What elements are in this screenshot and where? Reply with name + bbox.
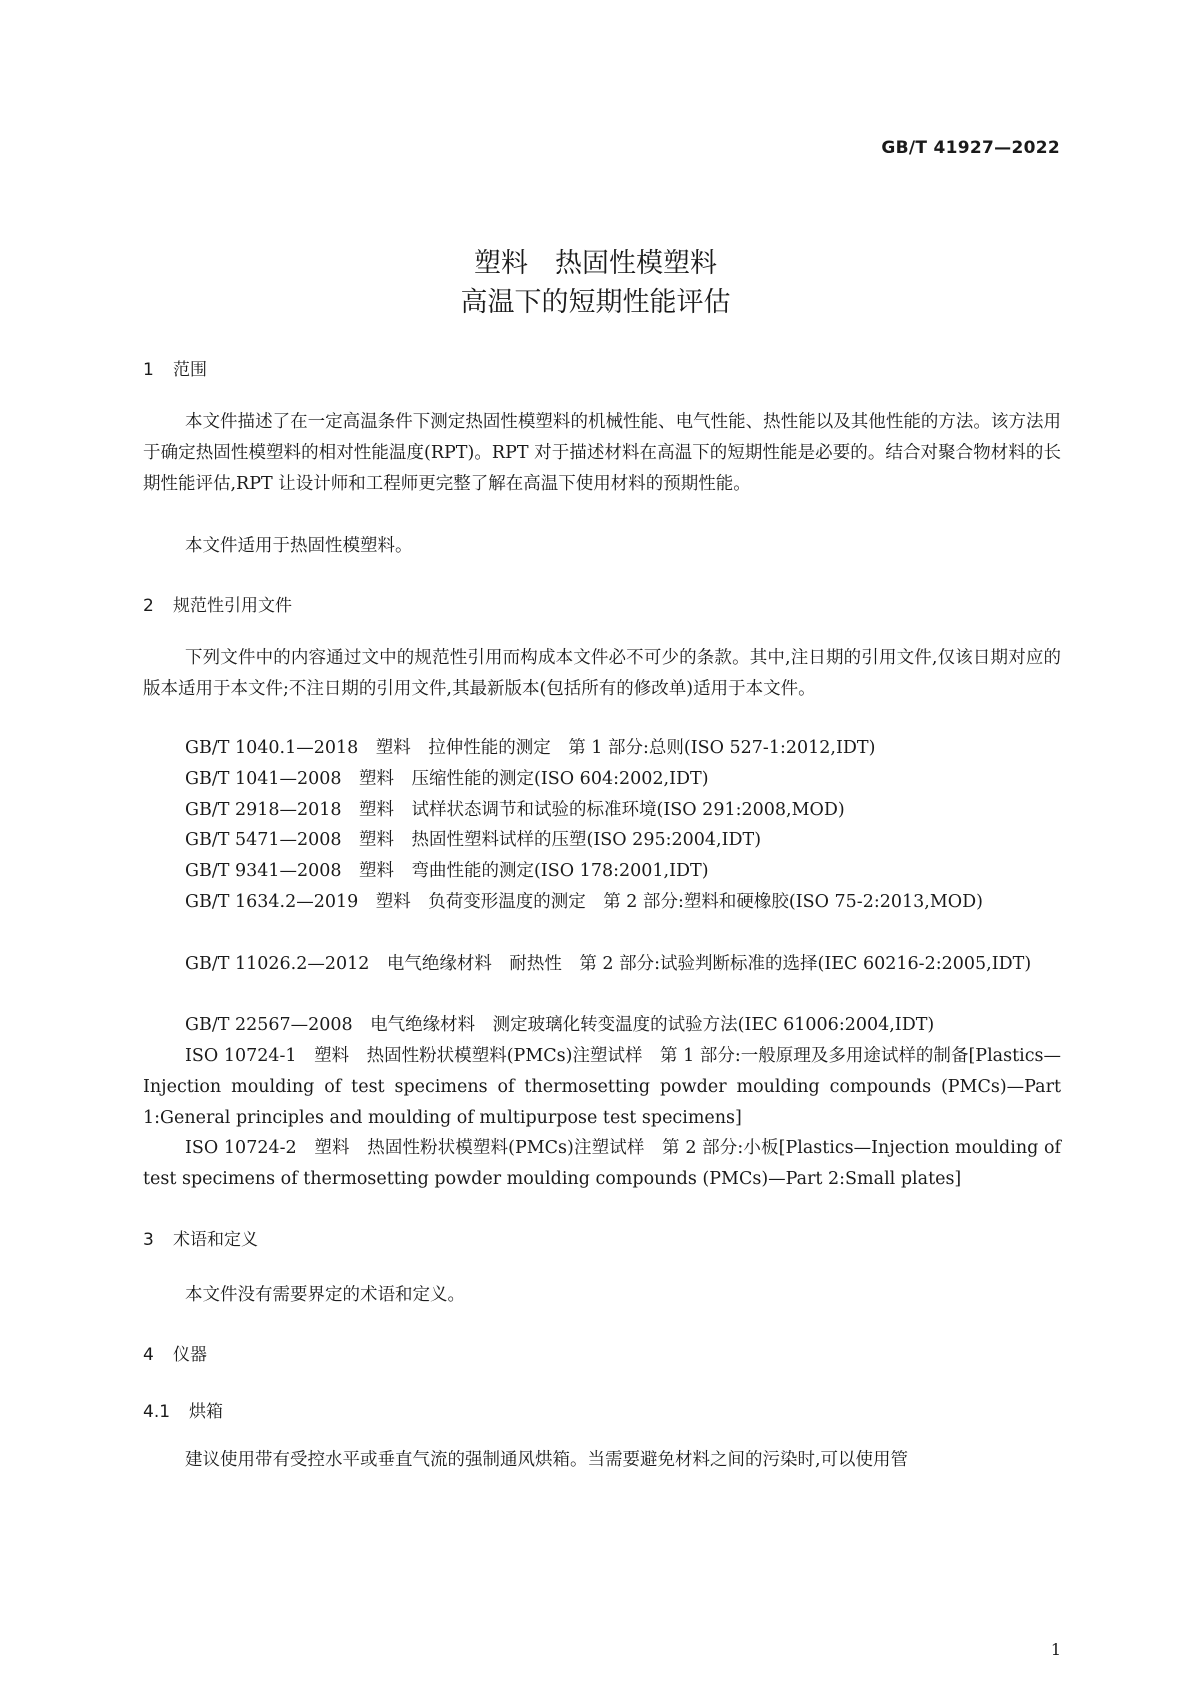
reference-item: GB/T 22567—2008 电气绝缘材料 测定玻璃化转变温度的试验方法(IEC 61006:2004,IDT): [185, 1015, 935, 1035]
reference-item: GB/T 1041—2008 塑料 压缩性能的测定(ISO 604:2002,IDT): [185, 769, 709, 789]
reference-item: GB/T 2918—2018 塑料 试样状态调节和试验的标准环境(ISO 291:2008,MOD): [185, 800, 845, 820]
references-intro: 下列文件中的内容通过文中的规范性引用而构成本文件必不可少的条款。其中,注日期的引用文件,仅该日期对应的版本适用于本文件;不注日期的引用文件,其最新版本(包括所有的修改单)适用于本文件。: [143, 648, 1061, 699]
section-2-heading: [143, 591, 292, 616]
document-title-line1: 塑料 热固性模塑料: [474, 248, 717, 279]
section-number: 4.1: [143, 1402, 171, 1422]
reference-item: ISO 10724-1 塑料 热固性粉状模塑料(PMCs)注塑试样 第 1 部分:一般原理及多用途试样的制备[Plastics—Injection moulding of test specimens of thermosetting powder moulding compounds (PMCs)—Part 1:General principles and moulding of multipurpose test specimens]: [143, 1046, 1061, 1128]
section-4-heading: [143, 1340, 207, 1365]
section-title: 术语和定义: [173, 1230, 258, 1250]
section-title: 范围: [173, 360, 207, 380]
page-number: 1: [1050, 1640, 1061, 1659]
oven-paragraph: 建议使用带有受控水平或垂直气流的强制通风烘箱。当需要避免材料之间的污染时,可以使用管: [185, 1450, 909, 1470]
reference-item: GB/T 1634.2—2019 塑料 负荷变形温度的测定 第 2 部分:塑料和硬橡胶(ISO 75-2:2013,MOD): [185, 892, 983, 912]
section-4-1-heading: [143, 1397, 223, 1422]
section-3-heading: [143, 1225, 258, 1250]
document-title-line2: 高温下的短期性能评估: [460, 287, 731, 318]
section-title: 规范性引用文件: [173, 596, 292, 616]
section-number: 4: [143, 1345, 154, 1365]
reference-item: GB/T 5471—2008 塑料 热固性塑料试样的压塑(ISO 295:2004,IDT): [185, 830, 762, 850]
reference-item: ISO 10724-2 塑料 热固性粉状模塑料(PMCs)注塑试样 第 2 部分:小板[Plastics—Injection moulding of test specimens of thermosetting powder moulding compounds (PMCs)—Part 2:Small plates]: [143, 1138, 1061, 1189]
section-number: 1: [143, 360, 154, 380]
section-number: 2: [143, 596, 154, 616]
reference-item: GB/T 1040.1—2018 塑料 拉伸性能的测定 第 1 部分:总则(ISO 527-1:2012,IDT): [185, 738, 876, 758]
section-title: 仪器: [173, 1345, 207, 1365]
section-title: 烘箱: [189, 1402, 223, 1422]
standard-code: GB/T 41927—2022: [881, 138, 1060, 158]
reference-item: GB/T 9341—2008 塑料 弯曲性能的测定(ISO 178:2001,IDT): [185, 861, 709, 881]
scope-paragraph: 本文件描述了在一定高温条件下测定热固性模塑料的机械性能、电气性能、热性能以及其他性能的方法。该方法用于确定热固性模塑料的相对性能温度(RPT)。RPT 对于描述材料在高温下的短期性能是必要的。结合对聚合物材料的长期性能评估,RPT 让设计师和工程师更完整了解在高温下使用材料的预期性能。: [143, 412, 1061, 494]
section-1-heading: [143, 355, 207, 380]
section-number: 3: [143, 1230, 154, 1250]
scope-applicability: 本文件适用于热固性模塑料。: [185, 536, 413, 556]
reference-item: GB/T 11026.2—2012 电气绝缘材料 耐热性 第 2 部分:试验判断标准的选择(IEC 60216-2:2005,IDT): [185, 954, 1032, 974]
terms-paragraph: 本文件没有需要界定的术语和定义。: [185, 1285, 465, 1305]
